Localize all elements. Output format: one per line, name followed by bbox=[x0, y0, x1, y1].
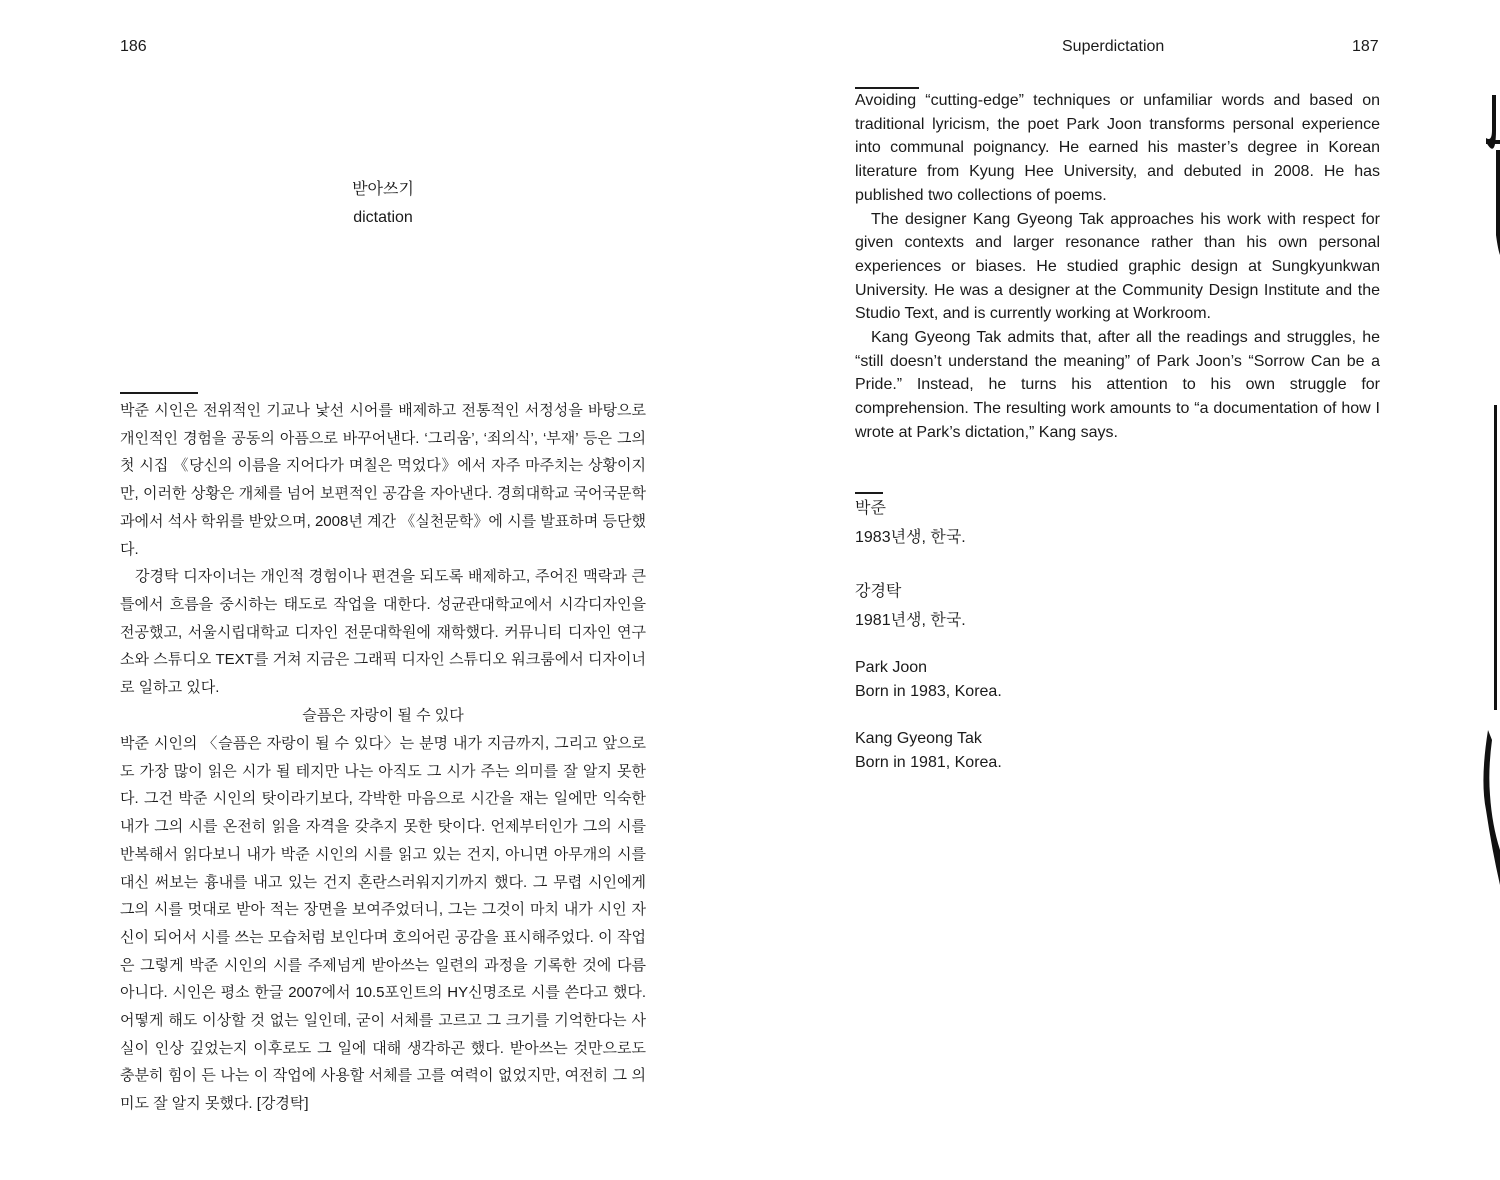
bio-kang-en bbox=[855, 727, 1380, 774]
bio-name: Park Joon bbox=[855, 659, 928, 676]
bio-info: Born in 1981, Korea. bbox=[855, 753, 1002, 771]
korean-essay-text bbox=[120, 730, 646, 1118]
bio-park-joon-en bbox=[855, 656, 1380, 703]
bio-park-joon-ko bbox=[855, 497, 1380, 549]
page-number-right: 187 bbox=[1352, 38, 1379, 55]
essay-paragraph: 박준 시인의 〈슬픔은 자랑이 될 수 있다〉는 분명 내가 지금까지, 그리고 앞으로도 가장 많이 읽은 시가 될 테지만 나는 아직도 그 시가 주는 의미를 잘 알지 못한다. 그건 박준 시인의 탓이라기보다, 각박한 마음으로 시간을 재는 일에만 익숙한 내가 그의 시를 온전히 읽을 자격을 갖추지 못한 탓이다. 언제부터인가 그의 시를 반복해서 읽다보니 내가 박준 시인의 시를 읽고 있는 건지, 아니면 아무개의 시를 대신 써보는 흉내를 내고 있는 건지 혼란스러워지기까지 했다. 그 무렵 시인에게 그의 시를 멋대로 받아 적는 장면을 보여주었더니, 그는 그것이 마치 내가 시인 자신이 되어서 시를 쓰는 모습처럼 보인다며 호의어린 공감을 표시해주었다. 이 작업은 그렇게 박준 시인의 시를 주제넘게 받아쓰는 일련의 과정을 기록한 것에 다름 아니다. 시인은 평소 한글 2007에서 10.5포인트의 HY신명조로 시를 쓴다고 했다. 어떻게 해도 이상할 것 없는 일인데, 굳이 서체를 고르고 그 크기를 기억한다는 사실이 인상 깊었는지 이후로도 그 일에 대해 생각하곤 했다. 받아쓰는 것만으로도 충분히 힘이 든 나는 이 작업에 사용할 서체를 고를 여력이 없었지만, 여전히 그 의미도 잘 알지 못했다. [강경탁] bbox=[120, 735, 646, 1113]
work-title bbox=[120, 176, 646, 232]
english-text bbox=[855, 89, 1380, 445]
bio-info: Born in 1983, Korea. bbox=[855, 682, 1002, 700]
bio-rule bbox=[855, 492, 883, 494]
paragraph-park-joon-en: Avoiding “cutting-edge” techniques or unfamiliar words and based on traditional lyricism, the poet Park Joon transforms personal experience into communal poignancy. He earned his master’s degree in Korean literature from Kyung Hee University, and debuted in 2008. He has published two collections of poems. bbox=[855, 92, 1380, 204]
bio-info: 1983년생, 한국. bbox=[855, 528, 966, 546]
title-english: dictation bbox=[353, 209, 413, 226]
bio-kang-ko bbox=[855, 580, 1380, 632]
paragraph-dictation-en: Kang Gyeong Tak admits that, after all the readings and struggles, he “still doesn’t understand the meaning” of Park Joon’s “Sorrow Can be a Pride.” Instead, he turns his attention to his own struggle for comprehension. The resulting work amounts to “a documentation of how I wrote at Park’s dictation,” Kang says. bbox=[855, 329, 1380, 441]
paragraph-kang-gyeong-tak: 강경탁 디자이너는 개인적 경험이나 편견을 되도록 배제하고, 주어진 맥락과 큰 틀에서 흐름을 중시하는 태도로 작업을 대한다. 성균관대학교에서 시각디자인을 전공했고, 서울시립대학교 디자인 전문대학원에 재학했다. 커뮤니티 디자인 연구소와 스튜디오 TEXT를 거쳐 지금은 그래픽 디자인 스튜디오 워크룸에서 디자이너로 일하고 있다. bbox=[120, 568, 646, 697]
poem-subtitle: 슬픔은 자랑이 될 수 있다 bbox=[302, 707, 464, 724]
section-rule bbox=[120, 392, 198, 394]
running-head: Superdictation bbox=[1062, 38, 1165, 55]
paragraph-park-joon: 박준 시인은 전위적인 기교나 낯선 시어를 배제하고 전통적인 서정성을 바탕으로 개인적인 경험을 공동의 아픔으로 바꾸어낸다. ‘그리움’, ‘죄의식’, ‘부재’ 등은 그의 첫 시집 《당신의 이름을 지어다가 며칠은 먹었다》에서 자주 마주치는 상황이지만, 이러한 상황은 개체를 넘어 보편적인 공감을 자아낸다. 경희대학교 국어국문학과에서 석사 학위를 받았으며, 2008년 계간 《실천문학》에 시를 발표하며 등단했다. bbox=[120, 402, 646, 558]
page-number-left: 186 bbox=[120, 38, 147, 55]
bio-name: 강경탁 bbox=[855, 583, 902, 600]
bio-name: 박준 bbox=[855, 500, 886, 517]
bio-name: Kang Gyeong Tak bbox=[855, 730, 982, 747]
paragraph-kang-en: The designer Kang Gyeong Tak approaches his work with respect for given contexts and larger resonance rather than his own personal experiences or biases. He studied graphic design at Sungkyunkwan University. He was a designer at the Community Design Institute and the Studio Text, and is currently working at Workroom. bbox=[855, 210, 1380, 323]
title-korean: 받아쓰기 bbox=[352, 181, 414, 198]
decorative-stroke-graphic bbox=[1478, 90, 1500, 890]
korean-bio-text bbox=[120, 397, 646, 702]
bio-info: 1981년생, 한국. bbox=[855, 611, 966, 629]
